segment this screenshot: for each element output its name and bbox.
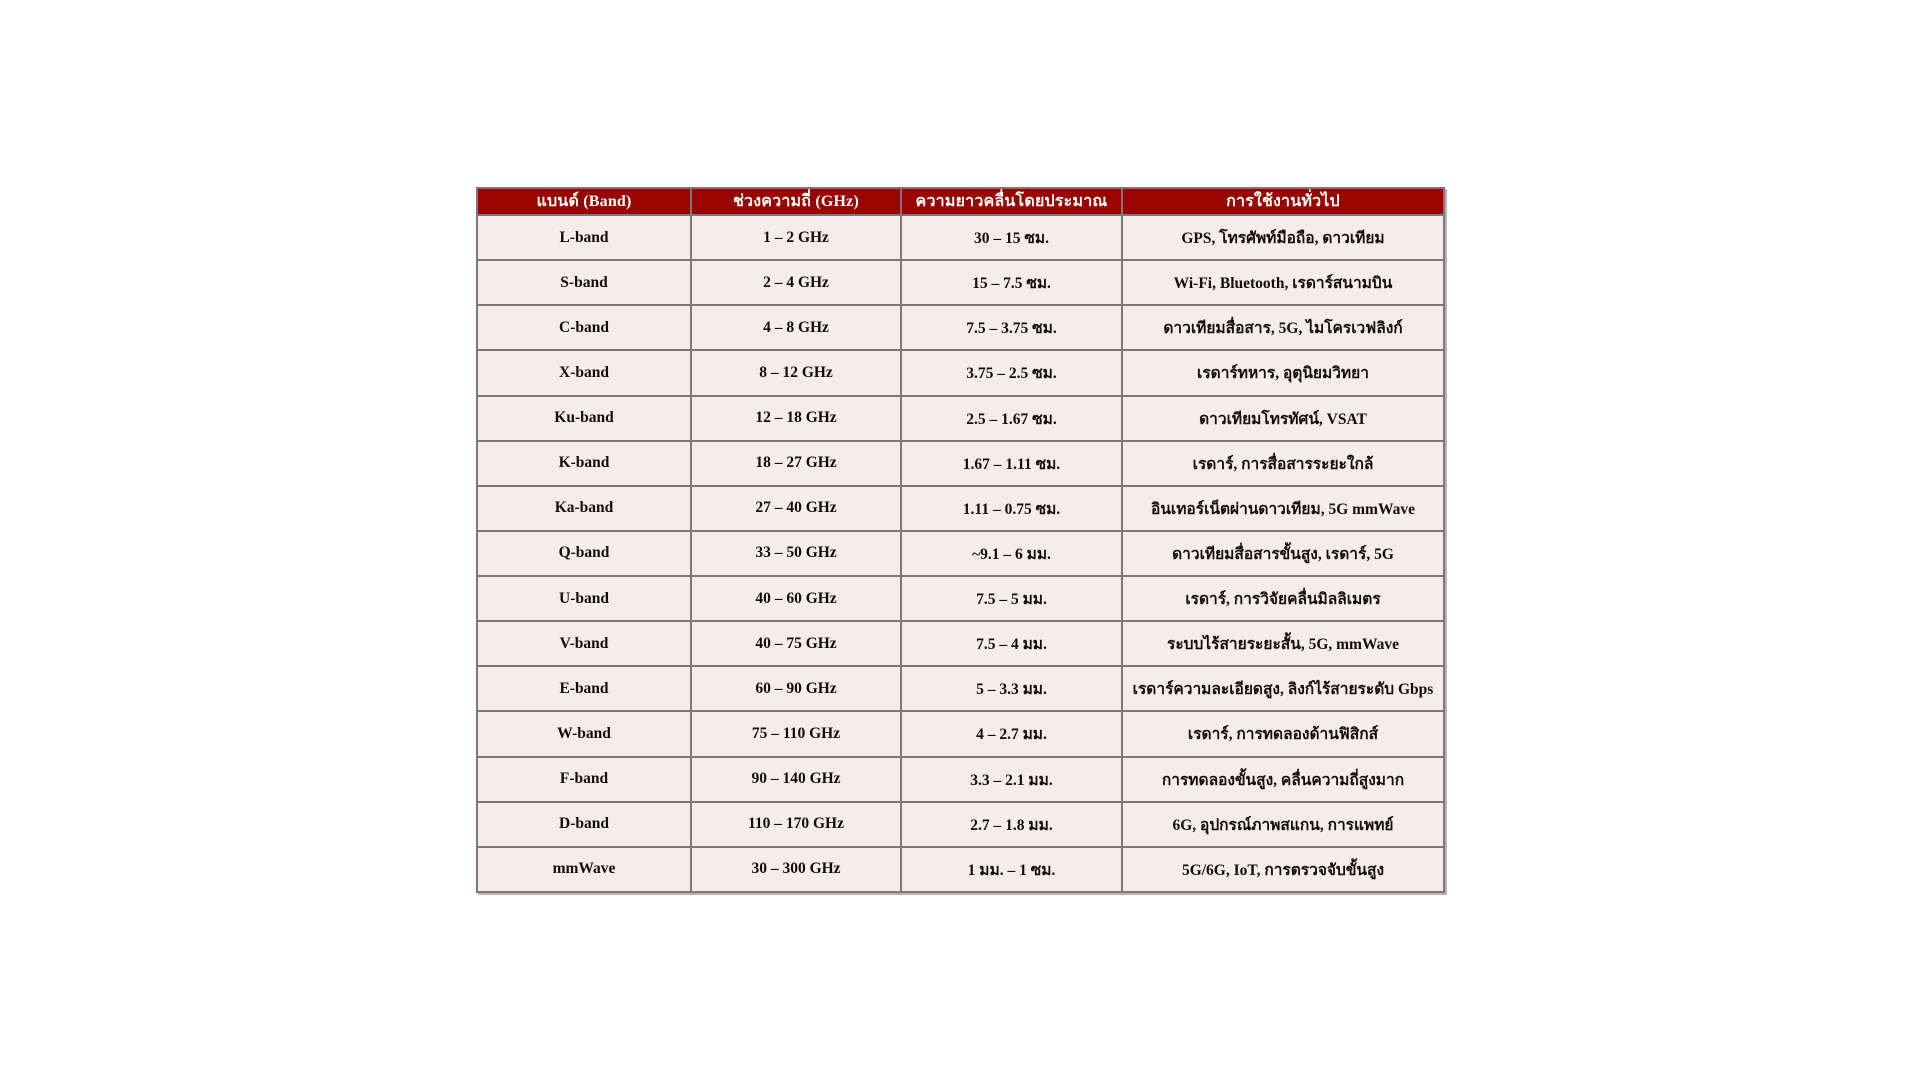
cell-wavelength: 7.5 – 5 มม. <box>901 576 1122 621</box>
cell-usage: เรดาร์ทหาร, อุตุนิยมวิทยา <box>1122 350 1444 395</box>
table-row <box>477 486 1444 531</box>
cell-frequency: 12 – 18 GHz <box>691 396 901 441</box>
cell-usage: 5G/6G, IoT, การตรวจจับขั้นสูง <box>1122 847 1444 892</box>
cell-frequency: 40 – 75 GHz <box>691 621 901 666</box>
cell-band: C-band <box>477 305 691 350</box>
cell-band: mmWave <box>477 847 691 892</box>
cell-band: W-band <box>477 711 691 756</box>
cell-usage: GPS, โทรศัพท์มือถือ, ดาวเทียม <box>1122 215 1444 260</box>
cell-usage: เรดาร์, การทดลองด้านฟิสิกส์ <box>1122 711 1444 756</box>
band-table-body <box>477 215 1444 892</box>
table-row <box>477 847 1444 892</box>
table-row <box>477 576 1444 621</box>
column-header-usage: การใช้งานทั่วไป <box>1122 188 1444 215</box>
cell-wavelength: 15 – 7.5 ซม. <box>901 260 1122 305</box>
cell-band: S-band <box>477 260 691 305</box>
table-row <box>477 666 1444 711</box>
table-row <box>477 215 1444 260</box>
cell-band: Ka-band <box>477 486 691 531</box>
table-row <box>477 260 1444 305</box>
column-header-frequency: ช่วงความถี่ (GHz) <box>691 188 901 215</box>
cell-wavelength: 7.5 – 3.75 ซม. <box>901 305 1122 350</box>
cell-band: X-band <box>477 350 691 395</box>
table-row <box>477 531 1444 576</box>
cell-band: L-band <box>477 215 691 260</box>
cell-wavelength: 3.75 – 2.5 ซม. <box>901 350 1122 395</box>
table-header <box>477 188 1444 215</box>
cell-usage: ดาวเทียมโทรทัศน์, VSAT <box>1122 396 1444 441</box>
cell-usage: 6G, อุปกรณ์ภาพสแกน, การแพทย์ <box>1122 802 1444 847</box>
cell-frequency: 27 – 40 GHz <box>691 486 901 531</box>
cell-frequency: 8 – 12 GHz <box>691 350 901 395</box>
cell-wavelength: 2.7 – 1.8 มม. <box>901 802 1122 847</box>
cell-usage: อินเทอร์เน็ตผ่านดาวเทียม, 5G mmWave <box>1122 486 1444 531</box>
cell-usage: Wi-Fi, Bluetooth, เรดาร์สนามบิน <box>1122 260 1444 305</box>
cell-wavelength: 1.11 – 0.75 ซม. <box>901 486 1122 531</box>
table-row <box>477 757 1444 802</box>
cell-frequency: 75 – 110 GHz <box>691 711 901 756</box>
cell-frequency: 110 – 170 GHz <box>691 802 901 847</box>
cell-wavelength: 1.67 – 1.11 ซม. <box>901 441 1122 486</box>
cell-frequency: 90 – 140 GHz <box>691 757 901 802</box>
cell-usage: ระบบไร้สายระยะสั้น, 5G, mmWave <box>1122 621 1444 666</box>
column-header-band: แบนด์ (Band) <box>477 188 691 215</box>
table-row <box>477 802 1444 847</box>
cell-wavelength: 7.5 – 4 มม. <box>901 621 1122 666</box>
cell-frequency: 1 – 2 GHz <box>691 215 901 260</box>
cell-wavelength: 3.3 – 2.1 มม. <box>901 757 1122 802</box>
cell-band: F-band <box>477 757 691 802</box>
table-row <box>477 711 1444 756</box>
column-header-wavelength: ความยาวคลื่นโดยประมาณ <box>901 188 1122 215</box>
cell-frequency: 30 – 300 GHz <box>691 847 901 892</box>
cell-band: Ku-band <box>477 396 691 441</box>
cell-band: E-band <box>477 666 691 711</box>
table-row <box>477 441 1444 486</box>
table-row <box>477 305 1444 350</box>
cell-usage: ดาวเทียมสื่อสาร, 5G, ไมโครเวฟลิงก์ <box>1122 305 1444 350</box>
cell-usage: การทดลองขั้นสูง, คลื่นความถี่สูงมาก <box>1122 757 1444 802</box>
cell-band: K-band <box>477 441 691 486</box>
cell-wavelength: 4 – 2.7 มม. <box>901 711 1122 756</box>
cell-wavelength: 1 มม. – 1 ซม. <box>901 847 1122 892</box>
cell-usage: เรดาร์, การวิจัยคลื่นมิลลิเมตร <box>1122 576 1444 621</box>
table-row <box>477 350 1444 395</box>
cell-wavelength: 30 – 15 ซม. <box>901 215 1122 260</box>
cell-frequency: 4 – 8 GHz <box>691 305 901 350</box>
cell-frequency: 2 – 4 GHz <box>691 260 901 305</box>
cell-wavelength: 5 – 3.3 มม. <box>901 666 1122 711</box>
table-row <box>477 621 1444 666</box>
cell-usage: ดาวเทียมสื่อสารขั้นสูง, เรดาร์, 5G <box>1122 531 1444 576</box>
cell-band: D-band <box>477 802 691 847</box>
table-row <box>477 396 1444 441</box>
frequency-band-table-container <box>476 187 1445 893</box>
cell-wavelength: ~9.1 – 6 มม. <box>901 531 1122 576</box>
cell-band: Q-band <box>477 531 691 576</box>
cell-frequency: 18 – 27 GHz <box>691 441 901 486</box>
cell-usage: เรดาร์, การสื่อสารระยะใกล้ <box>1122 441 1444 486</box>
cell-frequency: 60 – 90 GHz <box>691 666 901 711</box>
cell-band: U-band <box>477 576 691 621</box>
cell-wavelength: 2.5 – 1.67 ซม. <box>901 396 1122 441</box>
cell-band: V-band <box>477 621 691 666</box>
cell-frequency: 33 – 50 GHz <box>691 531 901 576</box>
frequency-band-table <box>476 187 1445 893</box>
header-row <box>477 188 1444 215</box>
cell-frequency: 40 – 60 GHz <box>691 576 901 621</box>
cell-usage: เรดาร์ความละเอียดสูง, ลิงก์ไร้สายระดับ Gbps <box>1122 666 1444 711</box>
